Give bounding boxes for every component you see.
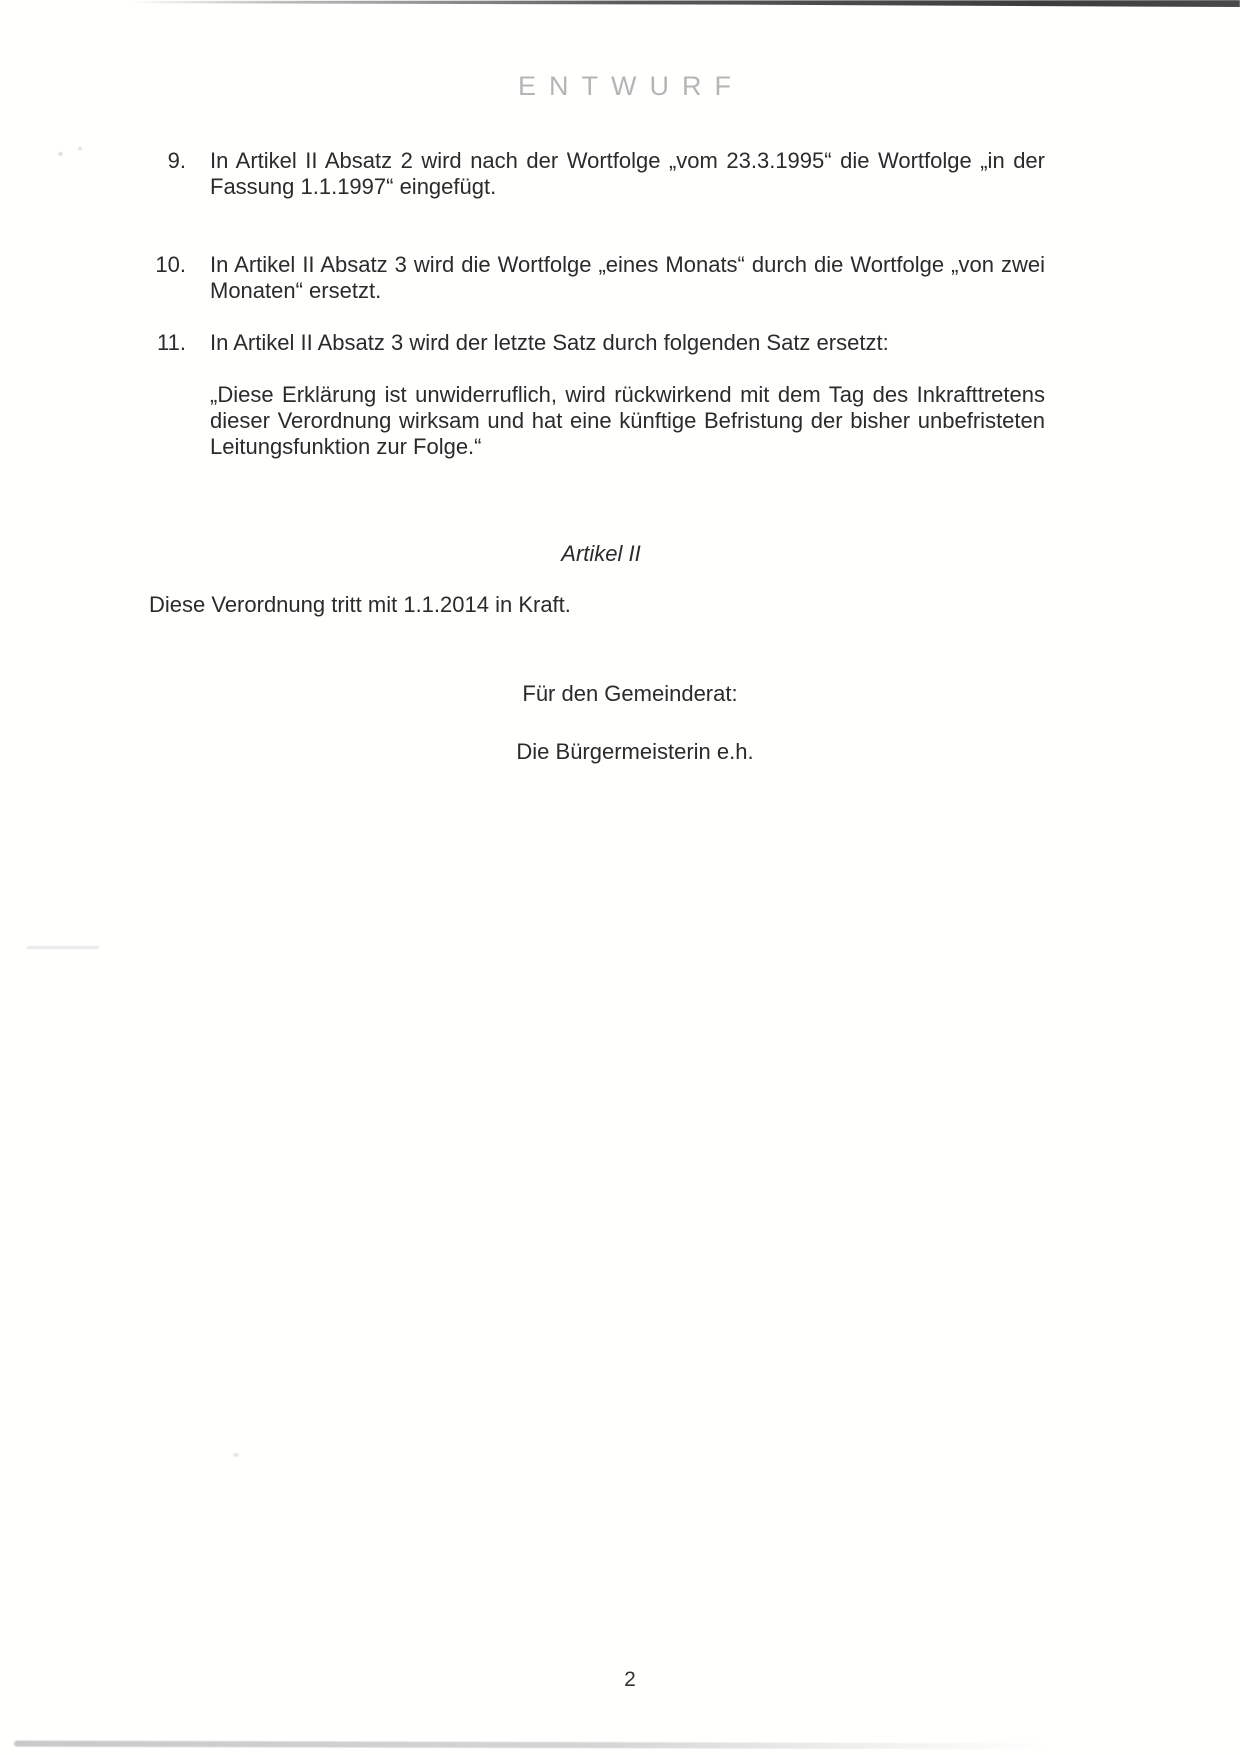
scan-artifact-bottom-line xyxy=(14,1741,1094,1750)
scan-artifact-left-smudge xyxy=(27,946,99,949)
scan-artifact-top-line xyxy=(128,0,1240,8)
item-number: 10. xyxy=(155,252,186,277)
draft-watermark: ENTWURF xyxy=(518,71,744,101)
scan-artifact-dot xyxy=(58,152,63,156)
signature-for-line: Für den Gemeinderat: xyxy=(522,681,738,706)
effective-date-sentence: Diese Verordnung tritt mit 1.1.2014 in Kraft. xyxy=(149,592,571,617)
list-item xyxy=(155,252,1045,304)
list-item xyxy=(167,148,1045,200)
item-number: 9. xyxy=(167,148,186,173)
item-text: In Artikel II Absatz 2 wird nach der Wortfolge „vom 23.3.1995“ die Wortfolge „in der Fassung 1.1.1997“ eingefügt. xyxy=(210,148,1045,199)
article-heading: Artikel II xyxy=(561,541,641,566)
scan-artifact-dot xyxy=(78,147,82,150)
list-item xyxy=(157,330,1045,356)
page-number: 2 xyxy=(624,1668,636,1691)
scan-artifact-dot xyxy=(233,1453,239,1457)
signature-signer-line: Die Bürgermeisterin e.h. xyxy=(516,739,754,764)
item-text: In Artikel II Absatz 3 wird der letzte Satz durch folgenden Satz ersetzt: xyxy=(210,330,889,355)
item-text: In Artikel II Absatz 3 wird die Wortfolge „eines Monats“ durch die Wortfolge „von zwei Monaten“ ersetzt. xyxy=(210,252,1045,303)
quoted-clause-paragraph: „Diese Erklärung ist unwiderruflich, wird rückwirkend mit dem Tag des Inkrafttretens dieser Verordnung wirksam und hat eine künftige Befristung der bisher unbefristeten Leitungsfunktion zur Folge.“ xyxy=(210,382,1045,459)
item-number: 11. xyxy=(157,330,186,355)
